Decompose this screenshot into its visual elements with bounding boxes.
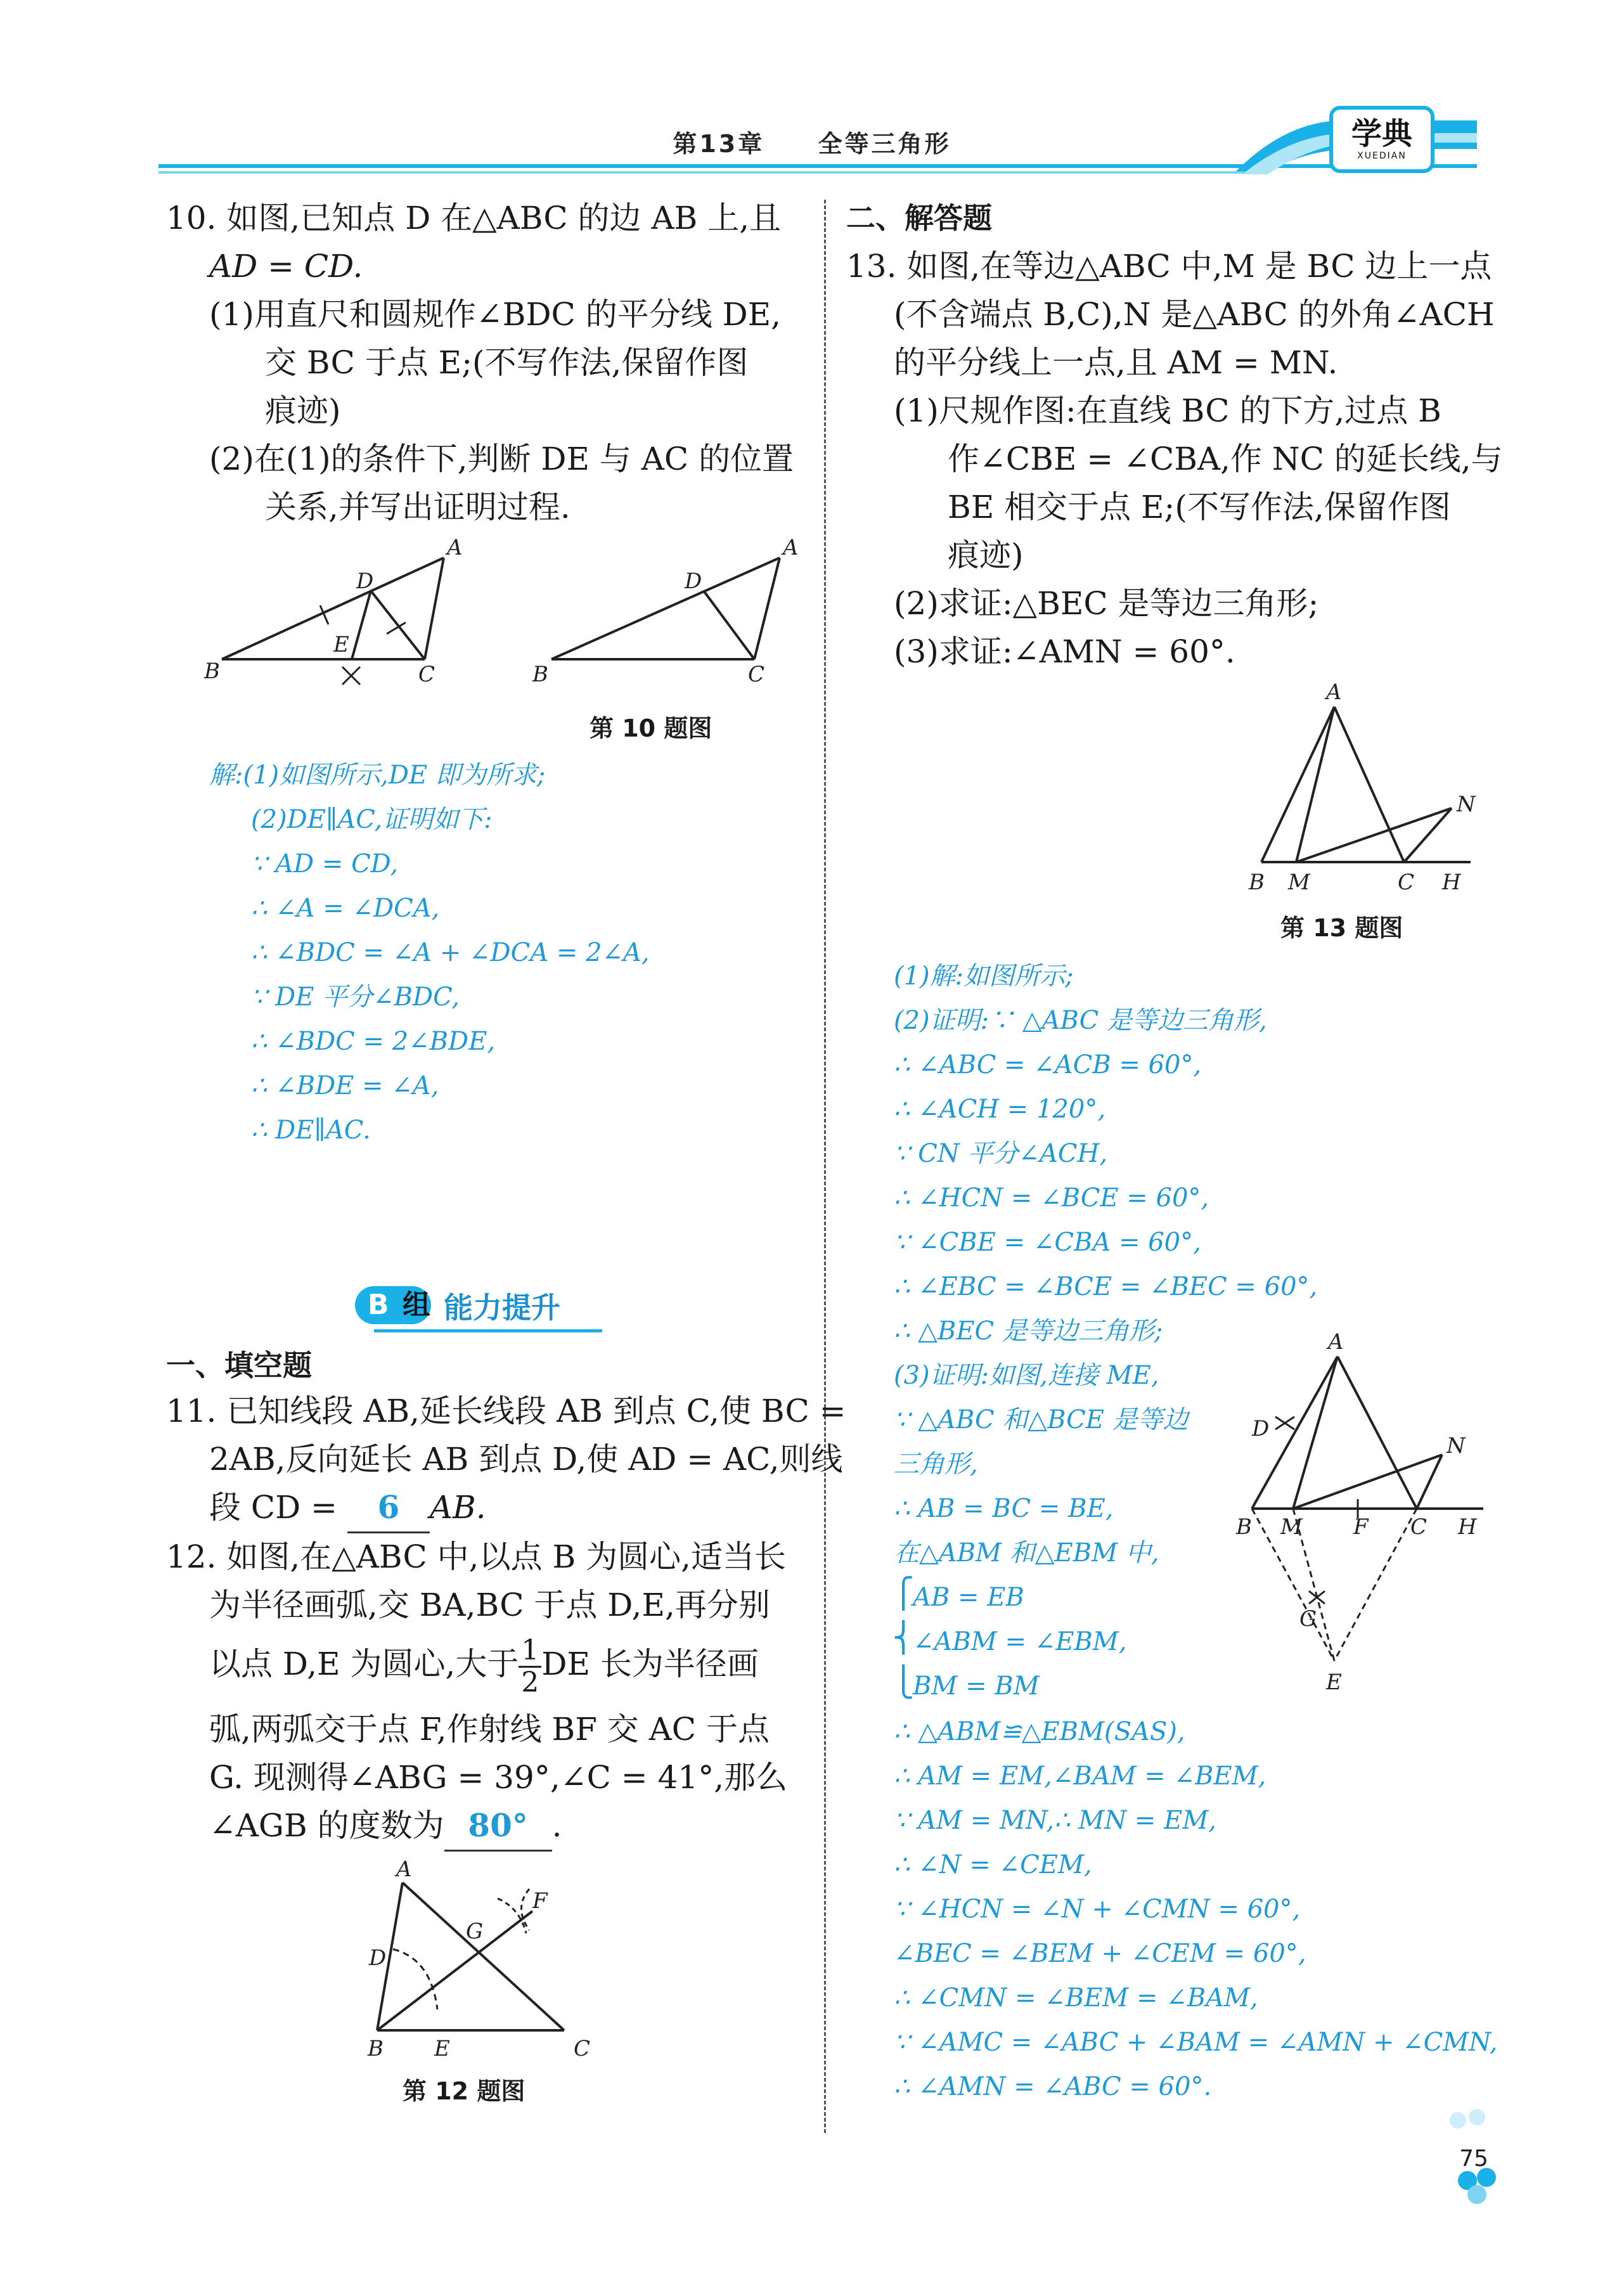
group-b-underline [374, 1329, 602, 1332]
fill-in-title: 一、填空题 [166, 1348, 312, 1382]
figure-10 [190, 526, 824, 710]
sol10-line: (2)DE∥AC,证明如下: [251, 805, 493, 834]
fraction-numerator: 1 [519, 1635, 541, 1668]
group-b-title: 能力提升 [444, 1291, 560, 1325]
sol13-line: ∴ AB = BC = BE, [894, 1494, 1114, 1523]
svg-text:H: H [1442, 870, 1461, 895]
q11-line-3-pre: 段 CD = [209, 1489, 347, 1526]
sol13-line: ∴ ∠HCN = ∠BCE = 60°, [894, 1183, 1209, 1213]
sol13-line: ∴ ∠ACH = 120°, [894, 1095, 1106, 1124]
svg-text:A: A [1328, 1329, 1344, 1355]
sol13-line: ∠ABM = ∠EBM, [913, 1627, 1127, 1656]
q12-answer: 80° [444, 1801, 552, 1852]
sol10-line: ∴ ∠BDC = ∠A + ∠DCA = 2∠A, [251, 938, 650, 967]
svg-text:C: C [418, 662, 435, 687]
logo: 学典 [1351, 116, 1412, 151]
sol13-line: (1)解:如图所示; [894, 962, 1074, 991]
sol13-line: ∴ ∠ABC = ∠ACB = 60°, [894, 1050, 1202, 1079]
sol13-line: ∴ AM = EM,∠BAM = ∠BEM, [894, 1762, 1266, 1791]
svg-text:B: B [204, 659, 220, 684]
svg-text:M: M [1288, 870, 1310, 895]
svg-text:A: A [1326, 680, 1342, 705]
figure-13-caption: 第 13 题图 [1280, 914, 1403, 942]
svg-text:B: B [368, 2036, 383, 2061]
figure-12 [355, 1851, 628, 2066]
sol13-line: 三角形, [894, 1450, 978, 1479]
q13-line-3: 的平分线上一点,且 AM = MN. [894, 344, 1338, 381]
sol13-line: BM = BM [913, 1672, 1040, 1701]
svg-text:B: B [532, 662, 548, 687]
sol13-line: ∴ ∠EBC = ∠BCE = ∠BEC = 60°, [894, 1272, 1318, 1301]
q11-line-3-post: AB. [429, 1489, 486, 1526]
svg-text:F: F [532, 1888, 548, 1914]
svg-text:N: N [1447, 1433, 1466, 1459]
sol13-line: ∵ ∠CBE = ∠CBA = 60°, [894, 1228, 1201, 1257]
q10-line-7: 关系,并写出证明过程. [265, 489, 570, 525]
svg-text:C: C [574, 2036, 591, 2061]
q12-line-3 [209, 1632, 759, 1698]
q13-line-8: (2)求证:△BEC 是等边三角形; [894, 585, 1319, 622]
figure-12-caption: 第 12 题图 [403, 2077, 525, 2105]
page-number: 75 [1459, 2146, 1488, 2172]
svg-text:H: H [1458, 1514, 1477, 1540]
q13-line-1: 13. 如图,在等边△ABC 中,M 是 BC 边上一点 [846, 248, 1492, 285]
group-b-banner [355, 1284, 609, 1334]
sol13-line: ∵ △ABC 和△BCE 是等边 [894, 1405, 1189, 1434]
figure-10-left [203, 535, 463, 687]
svg-text:D: D [1252, 1416, 1270, 1441]
sol10-line: ∴ ∠BDC = 2∠BDE, [251, 1027, 496, 1056]
svg-text:D: D [369, 1945, 387, 1971]
sol13-line: (2)证明:∵ △ABC 是等边三角形, [894, 1006, 1267, 1035]
sol13-line: ∴ ∠AMN = ∠ABC = 60°. [894, 2072, 1212, 2101]
sol10-line: ∵ DE 平分∠BDC, [251, 983, 460, 1012]
svg-text:E: E [1326, 1670, 1342, 1695]
group-b-badge [355, 1286, 431, 1324]
q10-line-2: AD = CD. [209, 248, 363, 285]
sol10-line: 解:(1)如图所示,DE 即为所求; [209, 761, 546, 790]
figure-10-caption: 第 10 题图 [590, 714, 712, 742]
q10-line-3: (1)用直尺和圆规作∠BDC 的平分线 DE, [209, 296, 782, 333]
svg-text:A: A [783, 535, 799, 560]
q10-line-1: 10. 如图,已知点 D 在△ABC 的边 AB 上,且 [166, 200, 782, 236]
fraction-denominator: 2 [521, 1666, 539, 1699]
group-b-group: 组 [402, 1289, 430, 1321]
sol13-line: ∴ ∠CMN = ∠BEM = ∠BAM, [894, 1983, 1258, 2013]
sol13-line: ∠BEC = ∠BEM + ∠CEM = 60°, [894, 1939, 1306, 1968]
chapter-name: 全等三角形 [818, 130, 951, 158]
sol10-line: ∴ ∠BDE = ∠A, [251, 1071, 439, 1100]
q11-line-1: 11. 已知线段 AB,延长线段 AB 到点 C,使 BC = [166, 1393, 846, 1429]
svg-text:M: M [1280, 1514, 1303, 1540]
svg-text:C: C [1410, 1514, 1427, 1540]
svg-text:G: G [466, 1919, 484, 1944]
column-divider [824, 200, 826, 2133]
sol10-line: ∵ AD = CD, [251, 849, 399, 879]
q12-line-2: 为半径画弧,交 BA,BC 于点 D,E,再分别 [209, 1587, 770, 1623]
q13-line-5: 作∠CBE = ∠CBA,作 NC 的延长线,与 [948, 441, 1503, 477]
q10-line-6: (2)在(1)的条件下,判断 DE 与 AC 的位置 [209, 441, 794, 477]
q11-line-3 [209, 1483, 486, 1533]
answer-section-title: 二、解答题 [846, 201, 992, 235]
sol13-line: ∴ △ABM≌△EBM(SAS), [894, 1717, 1185, 1746]
svg-text:D: D [356, 569, 374, 594]
q13-line-9: (3)求证:∠AMN = 60°. [894, 633, 1235, 670]
sol13-line: ∴ △BEC 是等边三角形; [894, 1317, 1163, 1346]
sol13-line: ∴ ∠N = ∠CEM, [894, 1850, 1092, 1879]
sol13-line: ∵ ∠AMC = ∠ABC + ∠BAM = ∠AMN + ∠CMN, [894, 2028, 1498, 2057]
fraction-one-half [519, 1635, 541, 1698]
solution-13-figure [1223, 1318, 1490, 1711]
svg-text:B: B [1236, 1514, 1252, 1540]
q10-line-5: 痕迹) [265, 392, 341, 429]
svg-text:B: B [1249, 870, 1265, 895]
q12-line-3-post: DE 长为半径画 [541, 1646, 759, 1682]
system-brace-top: ⎧ [893, 1576, 915, 1610]
q12-line-3-pre: 以点 D,E 为圆心,大于 [209, 1646, 519, 1682]
sol10-line: ∴ DE∥AC. [251, 1116, 371, 1145]
svg-text:C: C [1398, 870, 1415, 895]
q12-line-6-post: . [551, 1807, 562, 1844]
sol13-line: ∵ ∠HCN = ∠N + ∠CMN = 60°, [894, 1895, 1301, 1924]
svg-text:F: F [1353, 1514, 1369, 1540]
logo-subtitle: XUEDIAN [1357, 151, 1407, 161]
q11-line-2: 2AB,反向延长 AB 到点 D,使 AD = AC,则线 [209, 1441, 843, 1478]
q11-answer: 6 [347, 1483, 430, 1533]
q12-line-4: 弧,两弧交于点 F,作射线 BF 交 AC 于点 [209, 1711, 770, 1748]
system-brace-bottom: ⎩ [893, 1665, 915, 1699]
svg-text:A: A [396, 1857, 412, 1882]
group-b-letter: B [368, 1289, 389, 1321]
svg-text:C: C [748, 662, 765, 687]
chapter-number: 第13章 [673, 130, 765, 158]
q12-line-5: G. 现测得∠ABG = 39°,∠C = 41°,那么 [209, 1759, 788, 1796]
svg-text:N: N [1457, 792, 1476, 817]
svg-text:D: D [685, 569, 702, 594]
q12-line-1: 12. 如图,在△ABC 中,以点 B 为圆心,适当长 [166, 1538, 787, 1575]
q13-line-7: 痕迹) [948, 537, 1024, 574]
svg-text:E: E [333, 632, 349, 657]
svg-text:G: G [1299, 1606, 1317, 1632]
q13-line-2: (不含端点 B,C),N 是△ABC 的外角∠ACH [894, 296, 1495, 333]
q13-line-4: (1)尺规作图:在直线 BC 的下方,过点 B [894, 392, 1441, 429]
chapter-title [0, 124, 1624, 159]
sol13-line: 在△ABM 和△EBM 中, [894, 1538, 1159, 1568]
figure-10-right [532, 535, 799, 687]
sol10-line: ∴ ∠A = ∠DCA, [251, 894, 440, 923]
system-brace-mid: ⎨ [893, 1620, 915, 1654]
q10-line-4: 交 BC 于点 E;(不写作法,保留作图 [265, 344, 749, 381]
figure-13 [1217, 672, 1483, 906]
q12-line-6-pre: ∠AGB 的度数为 [209, 1807, 444, 1844]
q12-line-6 [209, 1801, 562, 1852]
sol13-line: ∵ AM = MN,∴ MN = EM, [894, 1806, 1217, 1835]
svg-text:A: A [447, 535, 463, 560]
svg-text:E: E [434, 2036, 450, 2061]
sol13-line: (3)证明:如图,连接 ME, [894, 1361, 1159, 1390]
sol13-line: ∵ CN 平分∠ACH, [894, 1139, 1108, 1168]
q13-line-6: BE 相交于点 E;(不写作法,保留作图 [948, 489, 1451, 525]
sol13-line: AB = EB [913, 1583, 1024, 1612]
